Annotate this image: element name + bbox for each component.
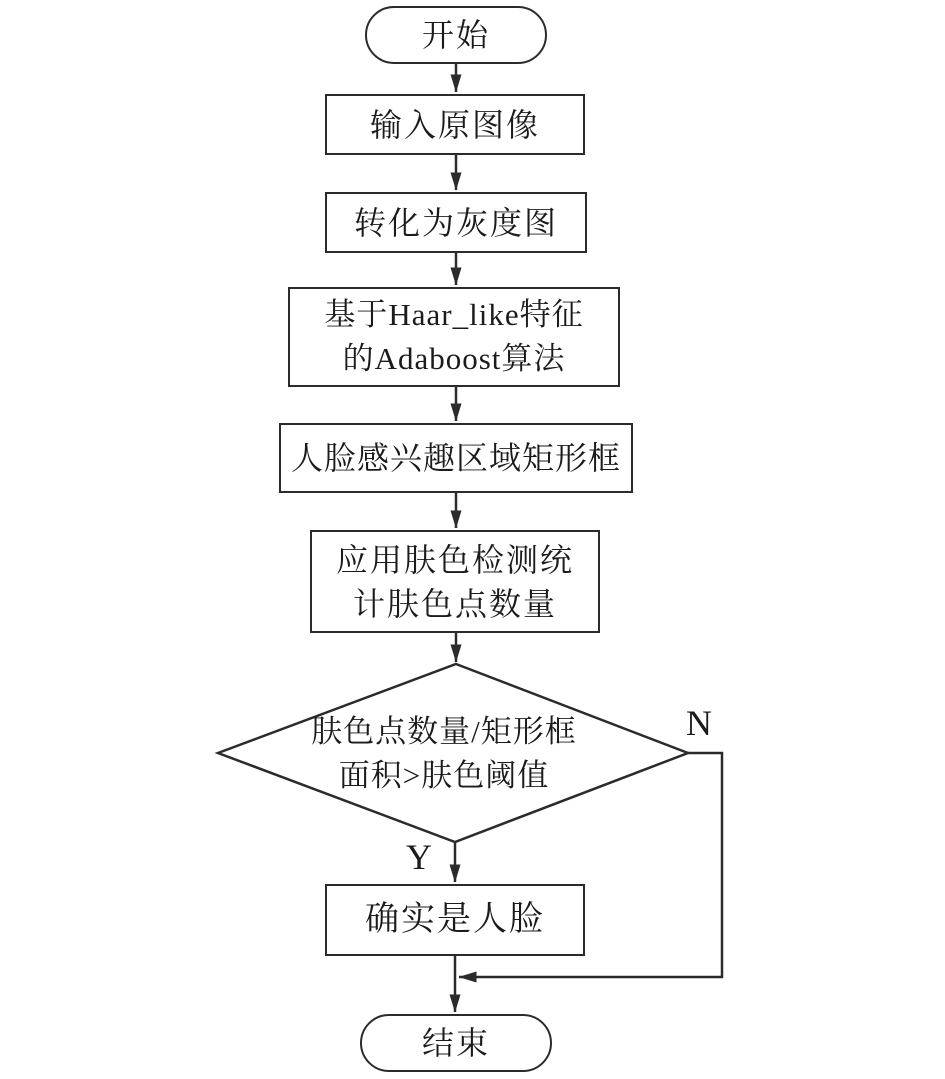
node-confirmed-face	[325, 884, 585, 956]
node-start-terminator	[365, 6, 547, 64]
haar-adaboost-line1: 基于Haar_like特征	[324, 297, 584, 332]
node-skin-count	[310, 530, 600, 633]
decision-line2: 面积>肤色阈值	[338, 758, 550, 793]
node-haar-adaboost	[288, 287, 620, 387]
node-decision-diamond	[268, 710, 620, 798]
input-image-label: 输入原图像	[369, 106, 540, 143]
confirmed-face-label: 确实是人脸	[365, 901, 545, 938]
end-label: 结束	[421, 1025, 490, 1061]
node-end-terminator	[360, 1014, 552, 1072]
label-yes-branch: Y	[406, 837, 432, 877]
start-label: 开始	[421, 17, 490, 53]
node-face-roi	[279, 423, 633, 493]
skin-count-line2: 计肤色点数量	[352, 585, 557, 622]
face-roi-label: 人脸感兴趣区域矩形框	[290, 440, 621, 476]
grayscale-label: 转化为灰度图	[353, 204, 558, 241]
label-no-branch: N	[686, 703, 712, 743]
skin-count-line1: 应用肤色检测统	[335, 541, 574, 578]
haar-adaboost-line2: 的Adaboost算法	[342, 341, 566, 376]
decision-line1: 肤色点数量/矩形框	[311, 714, 577, 749]
node-input-image	[325, 94, 585, 155]
node-grayscale	[325, 192, 587, 253]
